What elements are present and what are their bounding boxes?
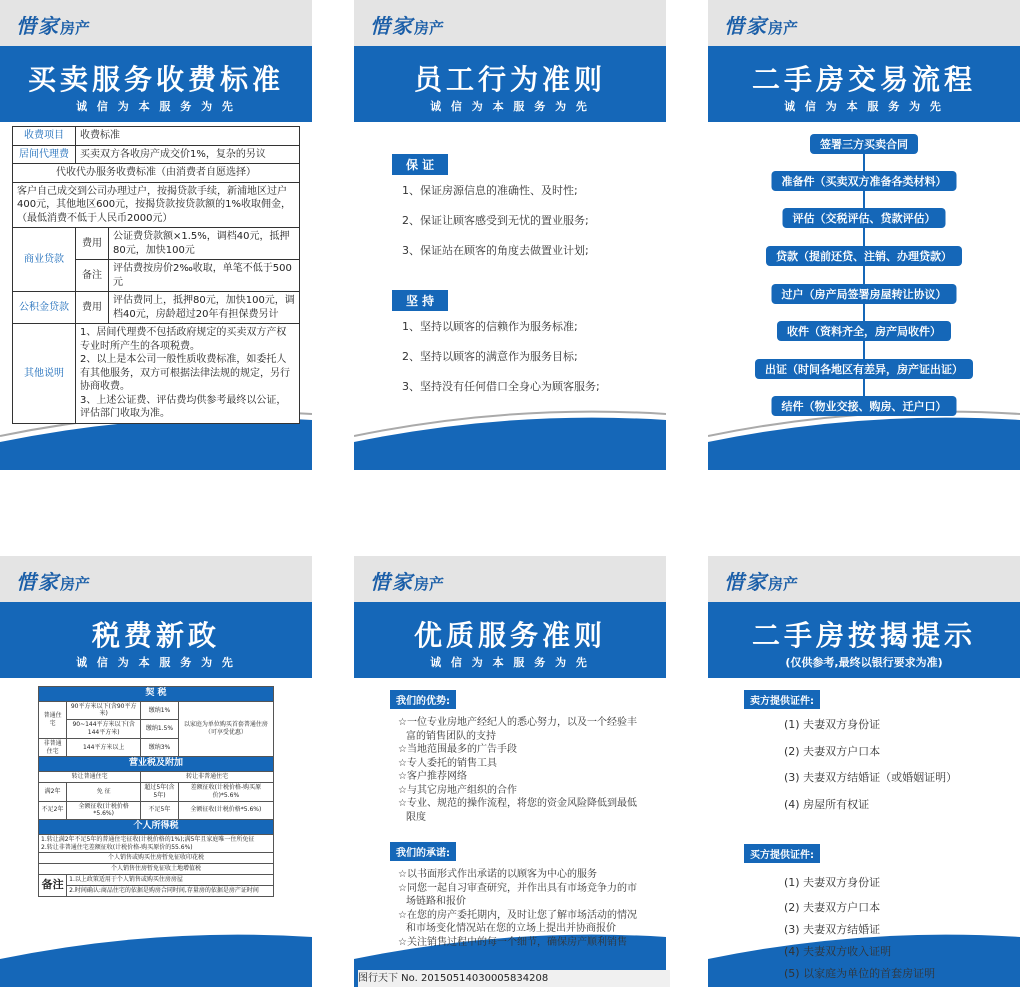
page-title: 买卖服务收费标准 (27, 63, 284, 96)
table-row: 契 税 (39, 687, 274, 702)
flow-step: 结件（物业交接、购房、迁户口） (772, 396, 957, 416)
list-item: ☆以书面形式作出承诺的以顾客为中心的服务 (398, 869, 597, 880)
list-item: ☆专业、规范的操作流程，将您的资金风险降低到最低限度 (398, 798, 637, 823)
list-item: ☆一位专业房地产经纪人的悉心努力，以及一个经验丰富的销售团队的支持 (398, 717, 637, 742)
table-row: 2.时间确认:商品住宅的依据是购房合同时间,存量房的依据是房产证时间 (39, 885, 274, 896)
flow-step: 贷款（提前还贷、注销、办理贷款） (766, 246, 962, 266)
page-title: 二手房交易流程 (751, 63, 976, 96)
flow-step: 评估（交税评估、贷款评估） (783, 208, 946, 228)
flow-step: 过户（房产局签署房屋转让协议） (772, 284, 957, 304)
table-row: 公积金贷款 费用 评估费同上，抵押80元，加快100元，调档40元，房龄超过20年有担保费另计 (13, 292, 300, 324)
panel-transaction-flow (708, 0, 1020, 470)
table-row: 商业贷款 费用 公证费贷款额×1.5%，调档40元，抵押80元，加快100元 (13, 228, 300, 260)
list-item: (2) 夫妻双方户口本 (784, 745, 881, 758)
table-row: 1.转让满2年不足5年的普通住宅征收(计税价格的1%);满5年且家庭唯一住所免征 2.转让非普通住宅差额征收(计税价格-购买原价的55.6%) (39, 834, 274, 853)
title-band (0, 602, 312, 678)
watermark-footer: 图行天下 No. 20150514030005834208 (358, 970, 670, 987)
table-row: 备注 1.以上政策适用于个人销售或购买住房房屋 (39, 875, 274, 886)
company-logo: 惜家房产 (16, 570, 91, 594)
company-logo: 惜家房产 (370, 14, 445, 38)
page-title: 二手房按揭提示 (751, 619, 976, 652)
company-logo: 惜家房产 (370, 570, 445, 594)
section-buyer: 买方提供证件: (744, 844, 820, 863)
table-row: 普通住宅 90平方米以下(含90平方米) 缴纳1% 以家庭为单位购买首套普通住房（可享受优惠） (39, 701, 274, 720)
fee-table (12, 126, 300, 424)
panel-service-standard (354, 556, 666, 987)
flow-step: 准备件（买卖双方准备各类材料） (772, 171, 957, 191)
list-item: ☆当地范围最多的广告手段 (398, 744, 517, 755)
bottom-wave (354, 400, 666, 470)
list-item: 2、保证让顾客感受到无忧的置业服务; (402, 214, 589, 227)
table-row: 90~144平方米以下(含144平方米) 缴纳1.5% (39, 720, 274, 739)
table-row: 转让普通住宅 转让非普通住宅 (39, 772, 274, 783)
list-item: (1) 夫妻双方身份证 (784, 876, 881, 889)
table-row: 收费项目 收费标准 (13, 127, 300, 146)
company-logo: 惜家房产 (16, 14, 91, 38)
flow-step: 出证（时间各地区有差异，房产证出证） (755, 359, 973, 379)
section-persist: 坚 持 (392, 290, 448, 311)
list-item: (1) 夫妻双方身份证 (784, 718, 881, 731)
title-band (354, 602, 666, 678)
list-item: ☆关注销售过程中的每一个细节，确保房产顺利销售 (398, 936, 627, 948)
section-advantages: 我们的优势: (390, 690, 456, 709)
title-band (354, 46, 666, 122)
flow-step: 签署三方买卖合同 (810, 134, 918, 154)
slogan: 诚 信 为 本 服 务 为 先 (430, 656, 590, 669)
list-item: 3、保证站在顾客的角度去做置业计划; (402, 244, 589, 257)
advantages-list (398, 716, 638, 824)
page-title: 优质服务准则 (413, 619, 606, 652)
list-item: ☆客户推荐网络 (398, 771, 467, 782)
table-row: 居间代理费 买卖双方各收房产成交价1%，复杂的另议 (13, 145, 300, 164)
list-item: ☆专人委托的销售工具 (398, 757, 497, 769)
panel-mortgage-tips (708, 556, 1020, 987)
title-band (708, 602, 1020, 678)
tax-table (38, 686, 274, 897)
table-row: 个人所得税 (39, 820, 274, 835)
list-item: (4) 夫妻双方收入证明 (784, 945, 892, 958)
table-row: 其他说明 1、居间代理费不包括政府规定的买卖双方产权专业时所产生的各项税费。 2、以上是本公司一般性质收费标准，如委托人有其他服务，双方可根据法律法规的规定，另行协商收费。 3、上述公证费、评估费均供参考最终以公证，评估部门收取为准。 (13, 324, 300, 424)
list-item: 1、保证房源信息的准确性、及时性; (402, 184, 578, 197)
flow-step: 收件（资料齐全，房产局收件） (777, 321, 951, 341)
list-item: ☆同您一起自习审查研究，并作出具有市场竞争力的市场链路和报价 (398, 882, 637, 907)
table-row: 不足2年 全额征收(计税价格*5.6%) 不足5年 全额征收(计税价格*5.6%) (39, 801, 274, 820)
bottom-wave (0, 917, 312, 987)
section-guarantee: 保 证 (392, 154, 448, 175)
table-row: 备注 评估费按房价2‰收取，单笔不低于500元 (13, 260, 300, 292)
page-title: 税费新政 (91, 619, 220, 652)
table-row: 个人销售或购买住房暂免征收印花税 (39, 853, 274, 864)
list-item: 1、坚持以顾客的信赖作为服务标准; (402, 320, 578, 333)
page-title: 员工行为准则 (413, 63, 606, 96)
subtitle: (仅供参考,最终以银行要求为准) (785, 656, 943, 669)
table-row: 客户自己成交到公司办理过户，按揭贷款手续，新浦地区过户400元，其他地区600元，按揭贷款按贷款额的1%收取佣金，（最低消费不低于人民币2000元） (13, 182, 300, 228)
section-promises: 我们的承诺: (390, 842, 456, 861)
promises-list (398, 868, 638, 949)
table-row: 非普通住宅 144平方米以上 缴纳3% (39, 738, 274, 757)
list-item: 2、坚持以顾客的满意作为服务目标; (402, 350, 578, 363)
table-row: 营业税及附加 (39, 757, 274, 772)
slogan: 诚 信 为 本 服 务 为 先 (76, 100, 236, 113)
panel-staff-code (354, 0, 666, 470)
slogan: 诚 信 为 本 服 务 为 先 (76, 656, 236, 669)
slogan: 诚 信 为 本 服 务 为 先 (430, 100, 590, 113)
table-row: 代收代办服务收费标准（由消费者自愿选择） (13, 164, 300, 183)
list-item: ☆在您的房产委托期内，及时让您了解市场活动的情况和市场变化情况站在您的立场上提出并协商报价 (398, 909, 637, 934)
title-band (708, 46, 1020, 122)
table-row: 满2年 免 征 超过5年(含5年) 差额征收(计税价格-购买原价)*5.6% (39, 782, 274, 801)
list-item: (3) 夫妻双方结婚证（或婚姻证明） (784, 771, 958, 784)
list-item: ☆与其它房地产组织的合作 (398, 784, 517, 796)
company-logo: 惜家房产 (724, 570, 799, 594)
company-logo: 惜家房产 (724, 14, 799, 38)
list-item: (3) 夫妻双方结婚证 (784, 923, 881, 936)
table-row: 个人销售住房暂免征收土地增值税 (39, 864, 274, 875)
title-band (0, 46, 312, 122)
list-item: (4) 房屋所有权证 (784, 798, 870, 811)
list-item: 3、坚持没有任何借口全身心为顾客服务; (402, 380, 600, 393)
panel-fee-standard (0, 0, 312, 470)
list-item: (5) 以家庭为单位的首套房证明 (784, 967, 936, 980)
list-item: (2) 夫妻双方户口本 (784, 901, 881, 914)
section-seller: 卖方提供证件: (744, 690, 820, 709)
slogan: 诚 信 为 本 服 务 为 先 (784, 100, 944, 113)
